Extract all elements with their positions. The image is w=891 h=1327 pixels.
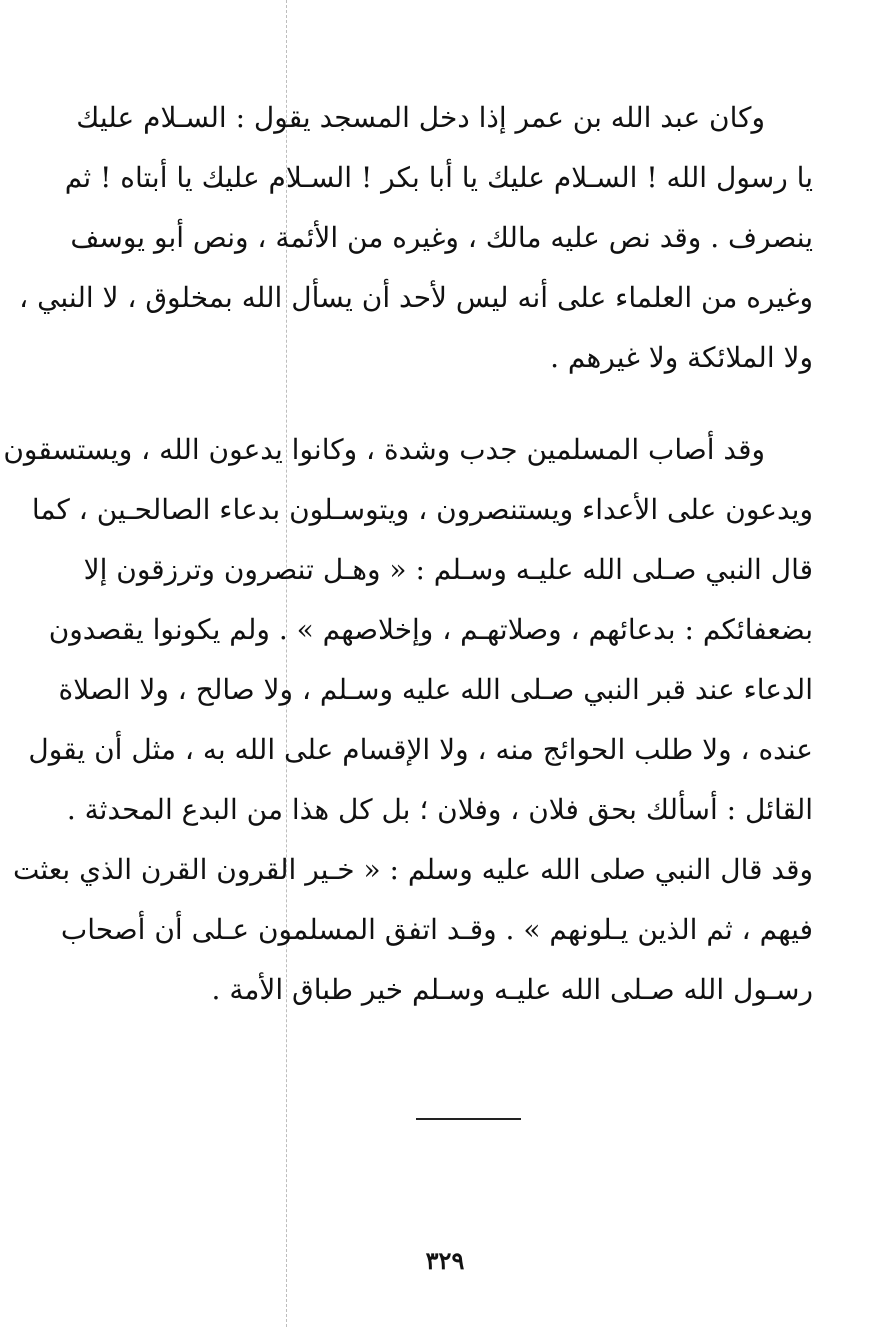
text-line: ولا الملائكة ولا غيرهم . bbox=[550, 341, 813, 374]
text-line: ينصرف . وقد نص عليه مالك ، وغيره من الأئمة ، ونص أبو يوسف bbox=[70, 221, 813, 254]
paragraph-2 bbox=[3, 420, 813, 1020]
text-line: وغيره من العلماء على أنه ليس لأحد أن يسأل الله بمخلوق ، لا النبي ، bbox=[19, 281, 813, 314]
text-line: عنده ، ولا طلب الحوائج منه ، ولا الإقسام على الله به ، مثل أن يقول bbox=[28, 733, 813, 766]
page-number: ٣٢٩ bbox=[425, 1246, 465, 1275]
text-line: بضعفائكم : بدعائهم ، وصلاتهـم ، وإخلاصهم » . ولم يكونوا يقصدون bbox=[48, 613, 813, 646]
text-line: فيهم ، ثم الذين يـلونهم » . وقـد اتفق المسلمون عـلى أن أصحاب bbox=[60, 913, 813, 946]
paragraph-1 bbox=[19, 88, 813, 388]
text-line: الدعاء عند قبر النبي صـلى الله عليه وسـلم ، ولا صالح ، ولا الصلاة bbox=[58, 673, 813, 706]
text-line: قال النبي صـلى الله عليـه وسـلم : « وهـل تنصرون وترزقون إلا bbox=[83, 553, 813, 586]
text-line: وقد قال النبي صلى الله عليه وسلم : « خـير القرون القرن الذي بعثت bbox=[12, 853, 813, 886]
footnote-divider bbox=[416, 1118, 521, 1120]
text-line: يا رسول الله ! السـلام عليك يا أبا بكر ! السـلام عليك يا أبتاه ! ثم bbox=[64, 161, 813, 194]
text-line: القائل : أسألك بحق فلان ، وفلان ؛ بل كل هذا من البدع المحدثة . bbox=[66, 793, 813, 826]
text-line: رسـول الله صـلى الله عليـه وسـلم خير طباق الأمة . bbox=[211, 973, 813, 1006]
text-line: ويدعون على الأعداء ويستنصرون ، ويتوسـلون بدعاء الصالحـين ، كما bbox=[31, 493, 813, 526]
text-line: وقد أصاب المسلمين جدب وشدة ، وكانوا يدعون الله ، ويستسقون bbox=[3, 433, 765, 466]
text-line: وكان عبد الله بن عمر إذا دخل المسجد يقول : السـلام عليك bbox=[76, 101, 765, 134]
